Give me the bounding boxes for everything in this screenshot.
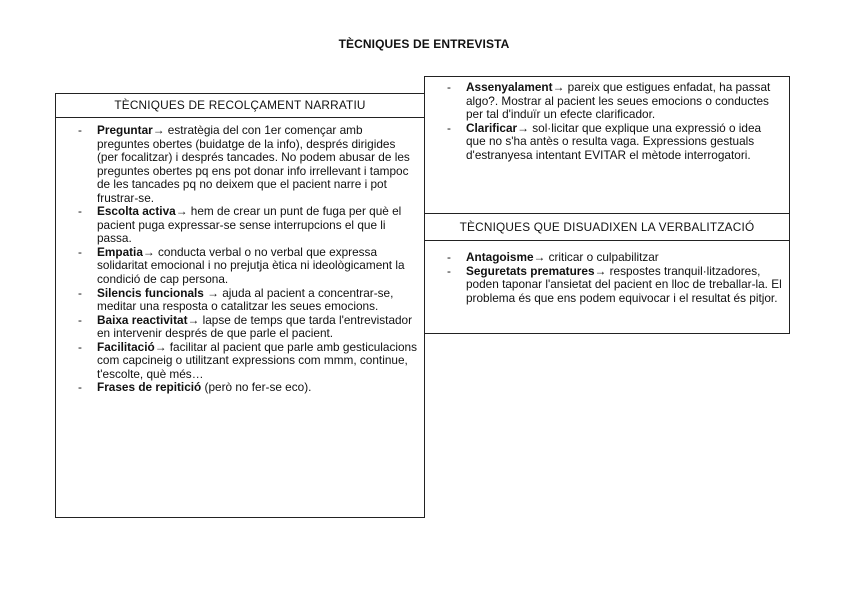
term-facilitacio: Facilitació: [97, 339, 155, 354]
term-silencis-funcionals: Silencis funcionals: [97, 285, 204, 300]
list-item-baixa-reactivitat: [56, 314, 424, 341]
disuadixen-box: [424, 213, 790, 334]
list-item-facilitacio: [56, 341, 424, 382]
clarificacio-list: [425, 77, 789, 162]
description-silencis-funcionals: → ajuda al pacient a concentrar-se, meditar una resposta o catalitzar les seues emocions.: [97, 285, 394, 314]
recolcament-narratiu-box: [55, 93, 425, 518]
list-item-antagoisme: [425, 251, 789, 265]
description-facilitacio: → facilitar al pacient que parle amb gesticulacions com capcineig o utilitzant expressions com mmm, continue, t'escolte, què més…: [97, 339, 417, 381]
term-baixa-reactivitat: Baixa reactivitat: [97, 312, 188, 327]
list-item-silencis-funcionals: [56, 287, 424, 314]
description-clarificar: → sol·licitar que explique una expressió o idea que no s'ha antès o resulta vaga. Expressions gestuals d'estranyesa intentant EVITAR el mètode interrogatori.: [466, 120, 762, 162]
recolcament-list: [56, 118, 424, 395]
document-title: TÈCNIQUES DE ENTREVISTA: [338, 37, 510, 51]
list-item-assenyalament: [425, 81, 789, 122]
description-frases-de-repiticio: (però no fer-se eco).: [201, 380, 312, 395]
list-item-empatia: [56, 246, 424, 287]
description-empatia: → conducta verbal o no verbal que expressa solidaritat emocional i no prejutja ètica ni ideològicament la condició de cap persona.: [97, 244, 405, 287]
term-seguretats-prematures: Seguretats prematures: [466, 263, 595, 278]
recolcament-narratiu-header: TÈCNIQUES DE RECOLÇAMENT NARRATIU: [56, 94, 424, 118]
list-item-frases-de-repiticio: [56, 381, 424, 395]
list-item-escolta-activa: [56, 205, 424, 246]
description-seguretats-prematures: → respostes tranquil·litzadores, poden taponar l'ansietat del pacient en lloc de treballar-la. El problema és que ens podem equivocar i el resultat és pitjor.: [466, 263, 782, 305]
term-empatia: Empatia: [97, 244, 143, 259]
term-clarificar: Clarificar: [466, 120, 518, 135]
list-item-preguntar: [56, 124, 424, 205]
description-preguntar: → estratègia del con 1er començar amb preguntes obertes (buidatge de la info), després dirigides (per focalitzar) i després tancades. No podem abusar de les preguntes obertes pq ens pot donar info irrellevant i tampoc de les tancades pq no deixem que el pacient narre i pot frustrar-se.: [97, 123, 410, 205]
term-escolta-activa: Escolta activa: [97, 204, 176, 219]
description-assenyalament: → pareix que estigues enfadat, ha passat algo?. Mostrar al pacient les seues emocions o conductes per tal d'induïr un efecte clarificador.: [466, 80, 771, 122]
description-escolta-activa: → hem de crear un punt de fuga per què el pacient puga expressar-se sense interrupcions el que li passa.: [97, 204, 402, 246]
term-antagoisme: Antagoisme: [466, 250, 534, 264]
list-item-seguretats-prematures: [425, 265, 789, 306]
description-antagoisme: → criticar o culpabilitzar: [533, 250, 659, 264]
clarificacio-box: [424, 76, 790, 213]
term-preguntar: Preguntar: [97, 123, 153, 137]
disuadixen-header: TÈCNIQUES QUE DISUADIXEN LA VERBALITZACIÓ: [425, 214, 789, 241]
term-frases-de-repiticio: Frases de repitició: [97, 380, 202, 395]
description-baixa-reactivitat: → lapse de temps que tarda l'entrevistador en intervenir després de que parle el pacient.: [97, 312, 413, 341]
list-item-clarificar: [425, 122, 789, 163]
term-assenyalament: Assenyalament: [466, 80, 553, 94]
disuadixen-list: [425, 241, 789, 305]
